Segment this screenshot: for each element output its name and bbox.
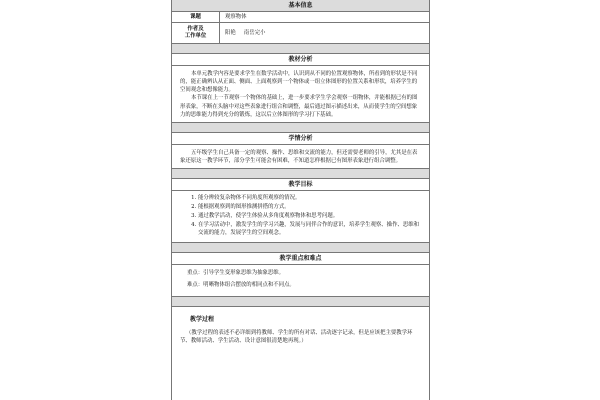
author-label-line1: 作者及 bbox=[187, 25, 204, 32]
author-label bbox=[172, 23, 220, 43]
key-points-header: 教学重点和难点 bbox=[172, 253, 429, 265]
author-label-line2: 工作单位 bbox=[184, 33, 207, 40]
section-spacer bbox=[172, 169, 429, 179]
teaching-goals-list bbox=[172, 191, 429, 243]
author-org: 南岳完小 bbox=[243, 30, 266, 37]
material-analysis-body bbox=[172, 66, 429, 123]
teaching-process-title: 教学过程 bbox=[190, 315, 215, 323]
basic-info-header: 基本信息 bbox=[172, 0, 429, 12]
author-row bbox=[172, 23, 429, 44]
author-value bbox=[220, 23, 429, 43]
topic-row bbox=[172, 12, 429, 23]
material-paragraph-2: 本节课在上一节观察一个物体的基础上，进一步要求学生学会观察一组物体，并能根据已有的图形表象，不断在头脑中对这些表象进行组合和调整，最后通过图示描述出来，从而使学生的空间想象力的思维能力得到充分的锻炼，这以后立体图形的学习打下基础。 bbox=[180, 95, 418, 118]
key-point: 重点：引导学生变形象思维为抽象思维。 bbox=[187, 269, 285, 276]
section-spacer bbox=[172, 297, 429, 307]
student-analysis-body bbox=[172, 145, 429, 169]
material-analysis-header: 教材分析 bbox=[172, 54, 429, 66]
student-paragraph: 五年级学生自己具备一定的观察、操作、思维和交流的能力，但还需要老师的引导，尤其是在表象还原这一教学环节，部分学生可能会有困难，不知道怎样根据已有图形表象进行组合调整。 bbox=[180, 149, 418, 164]
teaching-process-note: （教学过程的表述不必详细到将教师、学生的所有对话、活动逐字记录，但是应该把主要教学环节、教师活动、学生活动、设计意图很清楚地再现。） bbox=[180, 329, 413, 344]
student-analysis-header: 学情分析 bbox=[172, 133, 429, 145]
topic-label: 课题 bbox=[172, 12, 220, 22]
difficult-point: 难点：明晰物体组合摆放的相同点和不同点。 bbox=[187, 281, 295, 288]
goal-item: 1. 能分辨较复杂物体不同角度所观察的情况。 bbox=[198, 194, 421, 202]
teaching-goals-header: 教学目标 bbox=[172, 179, 429, 191]
section-spacer bbox=[172, 44, 429, 54]
section-spacer bbox=[172, 123, 429, 133]
topic-value: 观察物体 bbox=[225, 14, 247, 20]
material-paragraph-1: 本单元教学内容是要求学生在数学活动中，认识到从不同的位置观察物体，所看到的形状是不同的，能正确辨认从正面、侧面、上面观察到一个物体或一组立体图形的位置关系和形状，培养学生的空间观念和想像能力。 bbox=[180, 71, 418, 94]
author-name: 阳艳 bbox=[225, 30, 236, 37]
goal-item: 4. 在学习活动中，激发学生的学习兴趣，发展与同伴合作的意识，培养学生观察、操作、思维和交流的能力，发展学生的空间观念。 bbox=[198, 221, 421, 237]
goal-item: 2. 能根据观察到的图形推测拼搭的方式。 bbox=[198, 203, 421, 211]
key-points-body bbox=[172, 265, 429, 297]
lesson-plan-document bbox=[171, 0, 430, 400]
section-spacer bbox=[172, 243, 429, 253]
teaching-process-section bbox=[172, 307, 429, 348]
goal-item: 3. 通过教学活动，使学生体验从多角度观察物体和思考问题。 bbox=[198, 212, 421, 220]
